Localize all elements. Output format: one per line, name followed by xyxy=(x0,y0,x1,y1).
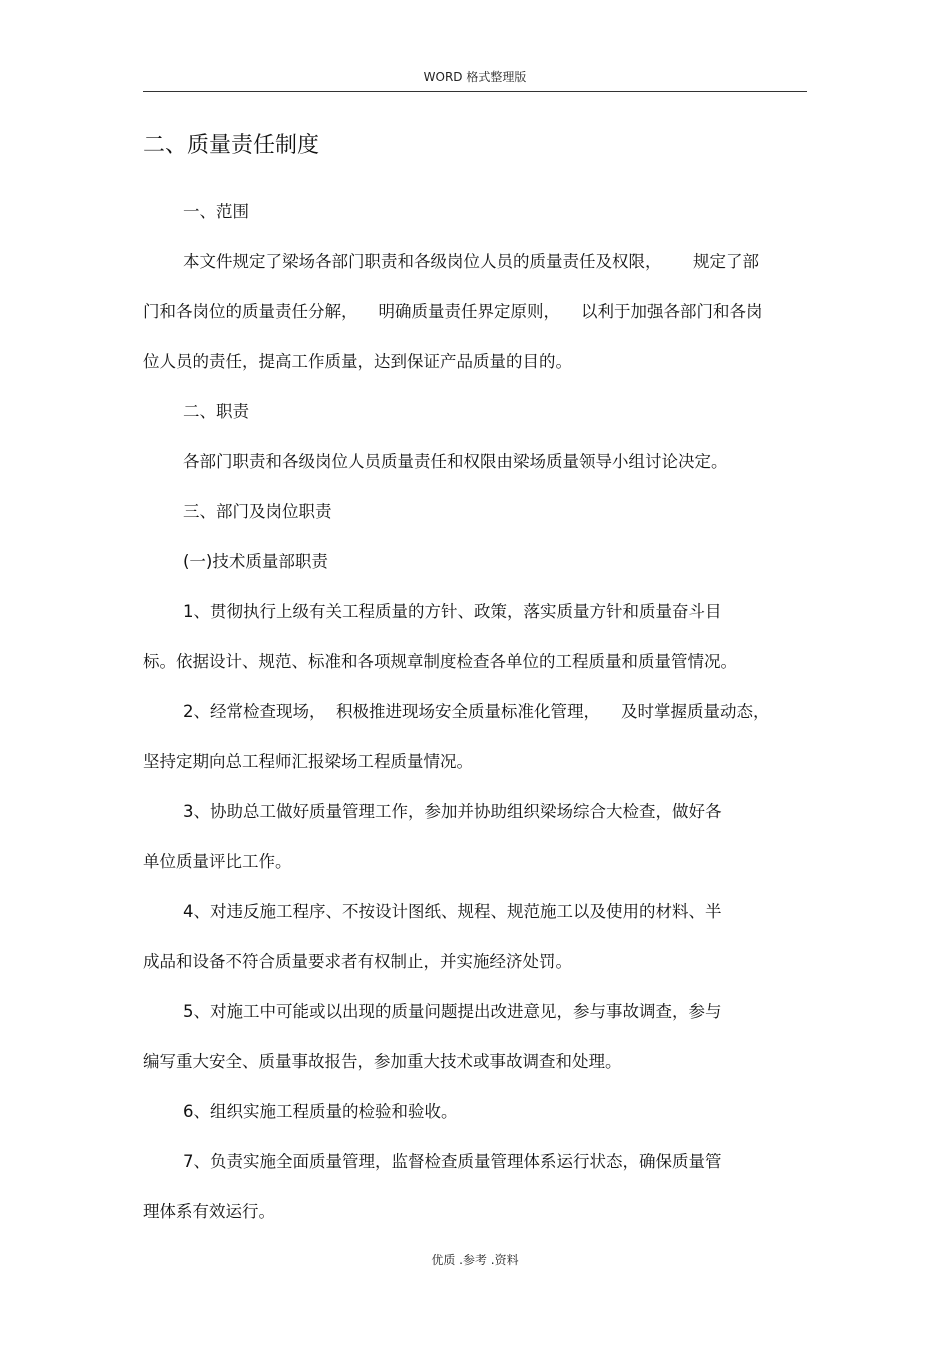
paragraph-line: 各部门职责和各级岗位人员质量责任和权限由梁场质量领导小组讨论决定。 xyxy=(183,452,728,471)
subheading-tech-dept: (一)技术质量部职责 xyxy=(183,552,328,571)
paragraph-line: 本文件规定了梁场各部门职责和各级岗位人员的质量责任及权限， 规定了部 xyxy=(183,252,759,271)
list-item-4: 4、对违反施工程序、不按设计图纸、规程、规范施工以及使用的材料、半 xyxy=(183,902,722,921)
list-item-1-cont: 标。依据设计、规范、标准和各项规章制度检查各单位的工程质量和质量管情况。 xyxy=(143,652,737,671)
page-footer: 优质 .参考 .资料 xyxy=(431,1253,519,1267)
paragraph-line: 位人员的责任，提高工作质量，达到保证产品质量的目的。 xyxy=(143,352,572,371)
list-item-2-cont: 坚持定期向总工程师汇报梁场工程质量情况。 xyxy=(143,752,473,771)
list-item-2: 2、经常检查现场， 积极推进现场安全质量标准化管理， 及时掌握质量动态， xyxy=(183,702,770,721)
list-item-5: 5、对施工中可能或以出现的质量问题提出改进意见，参与事故调查，参与 xyxy=(183,1002,722,1021)
list-item-3: 3、协助总工做好质量管理工作，参加并协助组织梁场综合大检查，做好各 xyxy=(183,802,722,821)
paragraph-line: 门和各岗位的质量责任分解， 明确质量责任界定原则， 以利于加强各部门和各岗 xyxy=(143,302,763,321)
header-rule xyxy=(143,91,807,92)
list-item-5-cont: 编写重大安全、质量事故报告，参加重大技术或事故调查和处理。 xyxy=(143,1052,622,1071)
heading-dept-duties: 三、部门及岗位职责 xyxy=(183,502,332,521)
heading-duties: 二、职责 xyxy=(183,402,249,421)
list-item-4-cont: 成品和设备不符合质量要求者有权制止，并实施经济处罚。 xyxy=(143,952,572,971)
heading-scope: 一、范围 xyxy=(183,202,249,221)
section-title: 二、质量责任制度 xyxy=(143,133,320,158)
list-item-1: 1、贯彻执行上级有关工程质量的方针、政策，落实质量方针和质量奋斗目 xyxy=(183,602,722,621)
list-item-6: 6、组织实施工程质量的检验和验收。 xyxy=(183,1102,458,1121)
list-item-7-cont: 理体系有效运行。 xyxy=(143,1202,275,1221)
list-item-3-cont: 单位质量评比工作。 xyxy=(143,852,292,871)
list-item-7: 7、负责实施全面质量管理，监督检查质量管理体系运行状态，确保质量管 xyxy=(183,1152,722,1171)
page-header: WORD 格式整理版 xyxy=(423,70,527,84)
